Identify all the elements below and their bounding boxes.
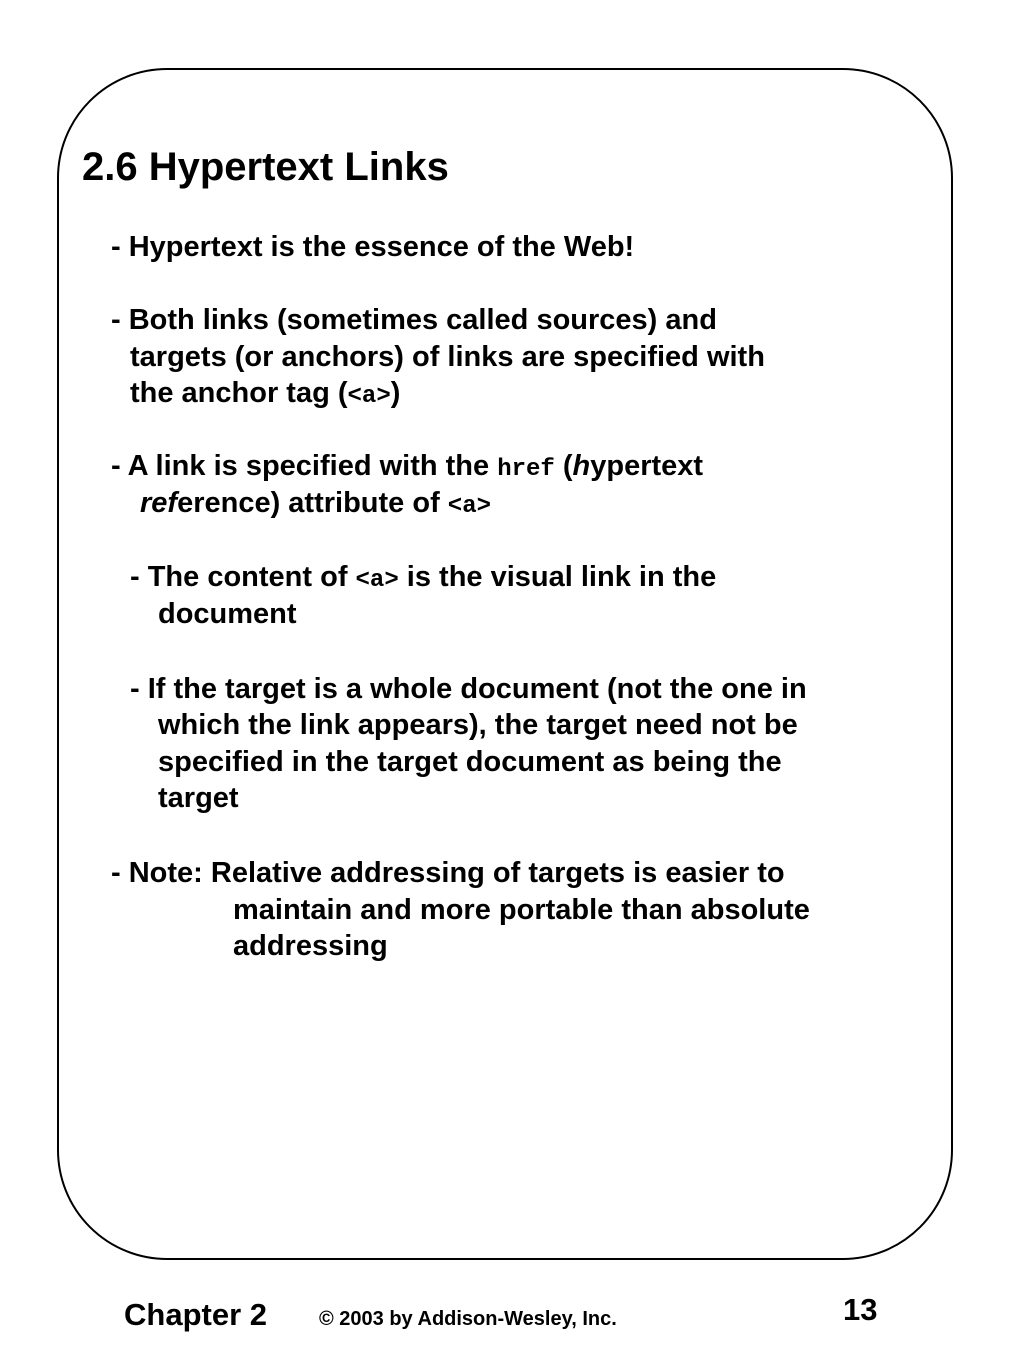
text-run: erence) attribute of: [177, 487, 448, 519]
subbullet-content-line-2: document: [158, 598, 297, 630]
subbullet-target-line-3: specified in the target document as being the: [158, 746, 782, 778]
bullet-links-line-2: targets (or anchors) of links are specified with: [130, 341, 765, 373]
text-run: ypertext: [590, 450, 704, 482]
bullet-href-line-1: [111, 448, 703, 488]
text-run: ): [390, 377, 401, 409]
subbullet-target-line-1: - If the target is a whole document (not the one in: [130, 673, 807, 705]
bullet-note-line-2: maintain and more portable than absolute: [233, 894, 810, 926]
bullet-links-line-3: [130, 375, 400, 415]
bullet-href-line-2: [140, 485, 491, 525]
footer-copyright: © 2003 by Addison-Wesley, Inc.: [319, 1308, 617, 1330]
text-run: - The content of: [130, 561, 356, 593]
code-anchor-tag: <a>: [447, 493, 492, 520]
text-run: is the visual link in the: [398, 561, 717, 593]
subbullet-target-line-4: target: [158, 782, 239, 814]
code-anchor-tag: <a>: [355, 567, 399, 594]
slide-title: 2.6 Hypertext Links: [82, 145, 449, 189]
page-number: 13: [843, 1292, 878, 1327]
bullet-note-line-3: addressing: [233, 930, 388, 962]
bullet-note-line-1: - Note: Relative addressing of targets is easier to: [111, 857, 785, 889]
code-href: href: [497, 456, 555, 483]
subbullet-content-line-1: [130, 559, 716, 599]
text-run: (: [554, 450, 573, 482]
italic-run: h: [572, 450, 591, 482]
text-run: the anchor tag (: [130, 377, 348, 409]
bullet-links-line-1: - Both links (sometimes called sources) and: [111, 304, 717, 336]
text-run: - A link is specified with the: [111, 450, 498, 482]
code-anchor-tag: <a>: [347, 383, 391, 410]
subbullet-target-line-2: which the link appears), the target need not be: [158, 709, 798, 741]
bullet-hypertext-essence: - Hypertext is the essence of the Web!: [111, 231, 635, 263]
italic-run: ref: [140, 487, 178, 519]
footer-chapter: Chapter 2: [124, 1297, 267, 1332]
